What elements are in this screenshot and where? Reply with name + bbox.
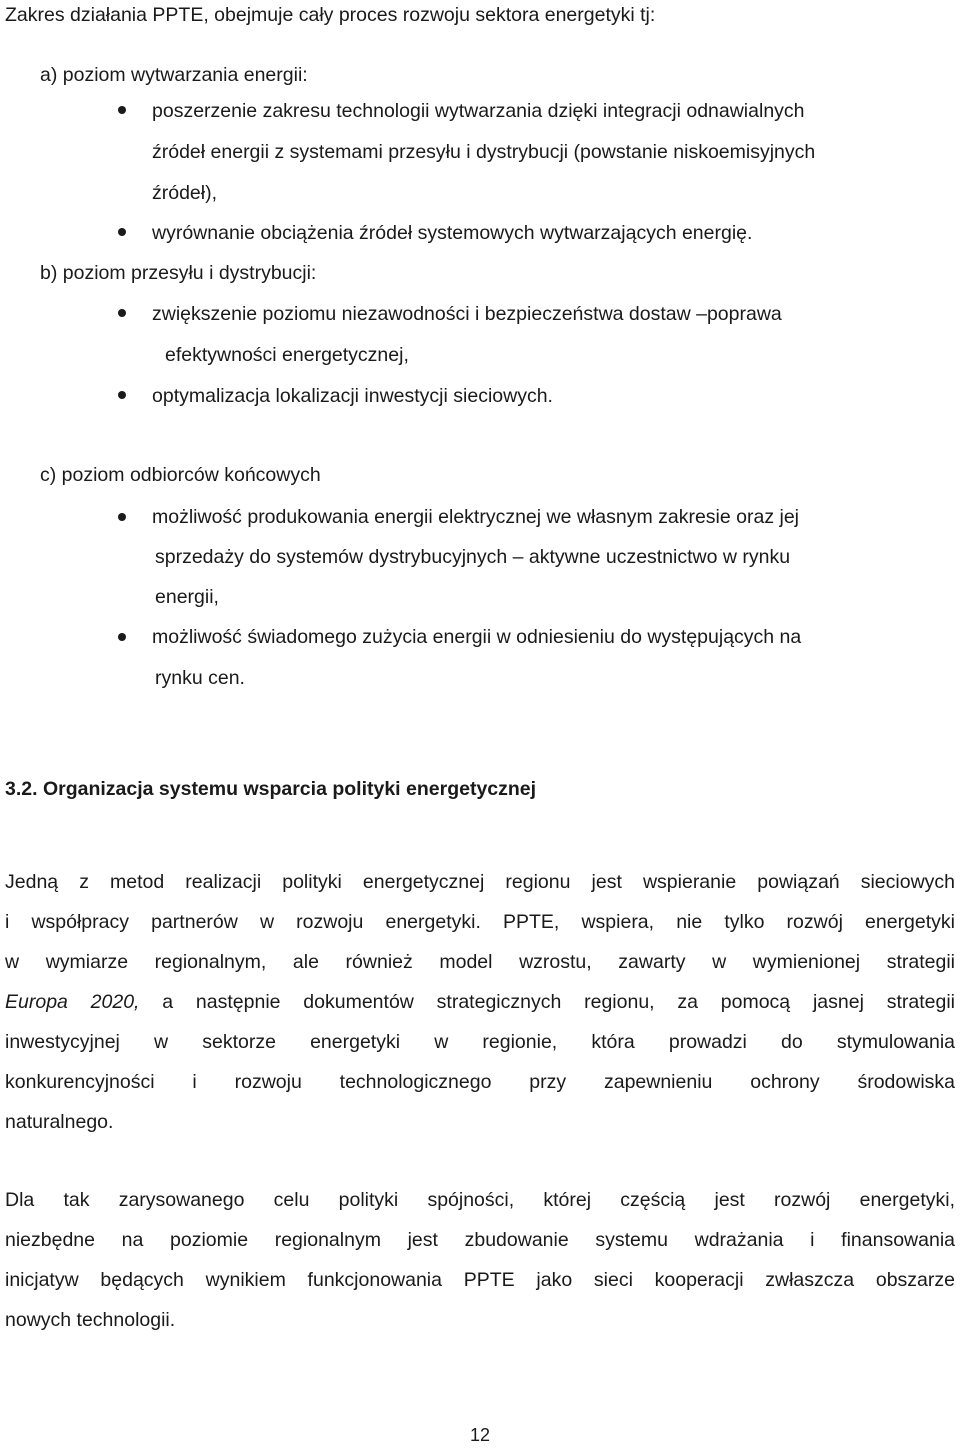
section-b-bullet2-line1: optymalizacja lokalizacji inwestycji sieciowych. xyxy=(152,385,553,407)
paragraph-line: niezbędne na poziomie regionalnym jest zbudowanie systemu wdrażania i finansowania xyxy=(5,1229,955,1251)
paragraph-line-mixed xyxy=(5,982,955,1022)
section-c-bullet1-line3: energii, xyxy=(155,586,219,608)
bullet-icon xyxy=(118,228,126,236)
bullet-icon xyxy=(118,391,126,399)
paragraph-line: konkurencyjności i rozwoju technologicznego przy zapewnieniu ochrony środowiska xyxy=(5,1071,955,1093)
paragraph-line-rest: a następnie dokumentów strategicznych regionu, za pomocą jasnej strategii xyxy=(139,991,955,1013)
section-a-bullet1-line2: źródeł energii z systemami przesyłu i dystrybucji (powstanie niskoemisyjnych xyxy=(152,141,816,163)
paragraph-line: inicjatyw będących wynikiem funkcjonowania PPTE jako sieci kooperacji zwłaszcza obszarze xyxy=(5,1269,955,1291)
paragraph-line: i współpracy partnerów w rozwoju energetyki. PPTE, wspiera, nie tylko rozwój energetyki xyxy=(5,911,955,933)
paragraph-line: naturalnego. xyxy=(5,1111,114,1133)
section-c-bullet2-line1: możliwość świadomego zużycia energii w odniesieniu do występujących na xyxy=(152,626,802,648)
section-b-bullet1-line2: efektywności energetycznej, xyxy=(165,344,409,366)
paragraph-1 xyxy=(5,862,955,1142)
section-a-bullet1-line3: źródeł), xyxy=(152,182,218,204)
section-heading: 3.2. Organizacja systemu wsparcia polityki energetycznej xyxy=(5,778,537,800)
section-c-bullet1-line1: możliwość produkowania energii elektrycznej we własnym zakresie oraz jej xyxy=(152,506,800,528)
intro-text: Zakres działania PPTE, obejmuje cały proces rozwoju sektora energetyki tj: xyxy=(5,4,656,26)
section-c-bullet1-line2: sprzedaży do systemów dystrybucyjnych – aktywne uczestnictwo w rynku xyxy=(155,546,791,568)
bullet-icon xyxy=(118,309,126,317)
paragraph-line: w wymiarze regionalnym, ale również model wzrostu, zawarty w wymienionej strategii xyxy=(5,951,955,973)
section-a-label: a) poziom wytwarzania energii: xyxy=(40,64,308,86)
paragraph-line: Jedną z metod realizacji polityki energetycznej regionu jest wspieranie powiązań sieciowych xyxy=(5,871,955,893)
section-b-label: b) poziom przesyłu i dystrybucji: xyxy=(40,262,317,284)
bullet-icon xyxy=(118,106,126,114)
section-c-label: c) poziom odbiorców końcowych xyxy=(40,464,321,486)
bullet-icon xyxy=(118,633,126,641)
bullet-icon xyxy=(118,513,126,521)
section-c-bullet2-line2: rynku cen. xyxy=(155,667,245,689)
italic-term: Europa 2020, xyxy=(5,991,140,1013)
paragraph-line: inwestycyjnej w sektorze energetyki w regionie, która prowadzi do stymulowania xyxy=(5,1031,955,1053)
page-number: 12 xyxy=(469,1425,491,1445)
paragraph-line: Dla tak zarysowanego celu polityki spójności, której częścią jest rozwój energetyki, xyxy=(5,1189,955,1211)
section-b-bullet1-line1: zwiększenie poziomu niezawodności i bezpieczeństwa dostaw –poprawa xyxy=(152,303,782,325)
section-a-bullet1-line1: poszerzenie zakresu technologii wytwarzania dzięki integracji odnawialnych xyxy=(152,100,805,122)
paragraph-line: nowych technologii. xyxy=(5,1309,176,1331)
section-a-bullet2-line1: wyrównanie obciążenia źródeł systemowych wytwarzających energię. xyxy=(152,222,753,244)
paragraph-2 xyxy=(5,1180,955,1340)
